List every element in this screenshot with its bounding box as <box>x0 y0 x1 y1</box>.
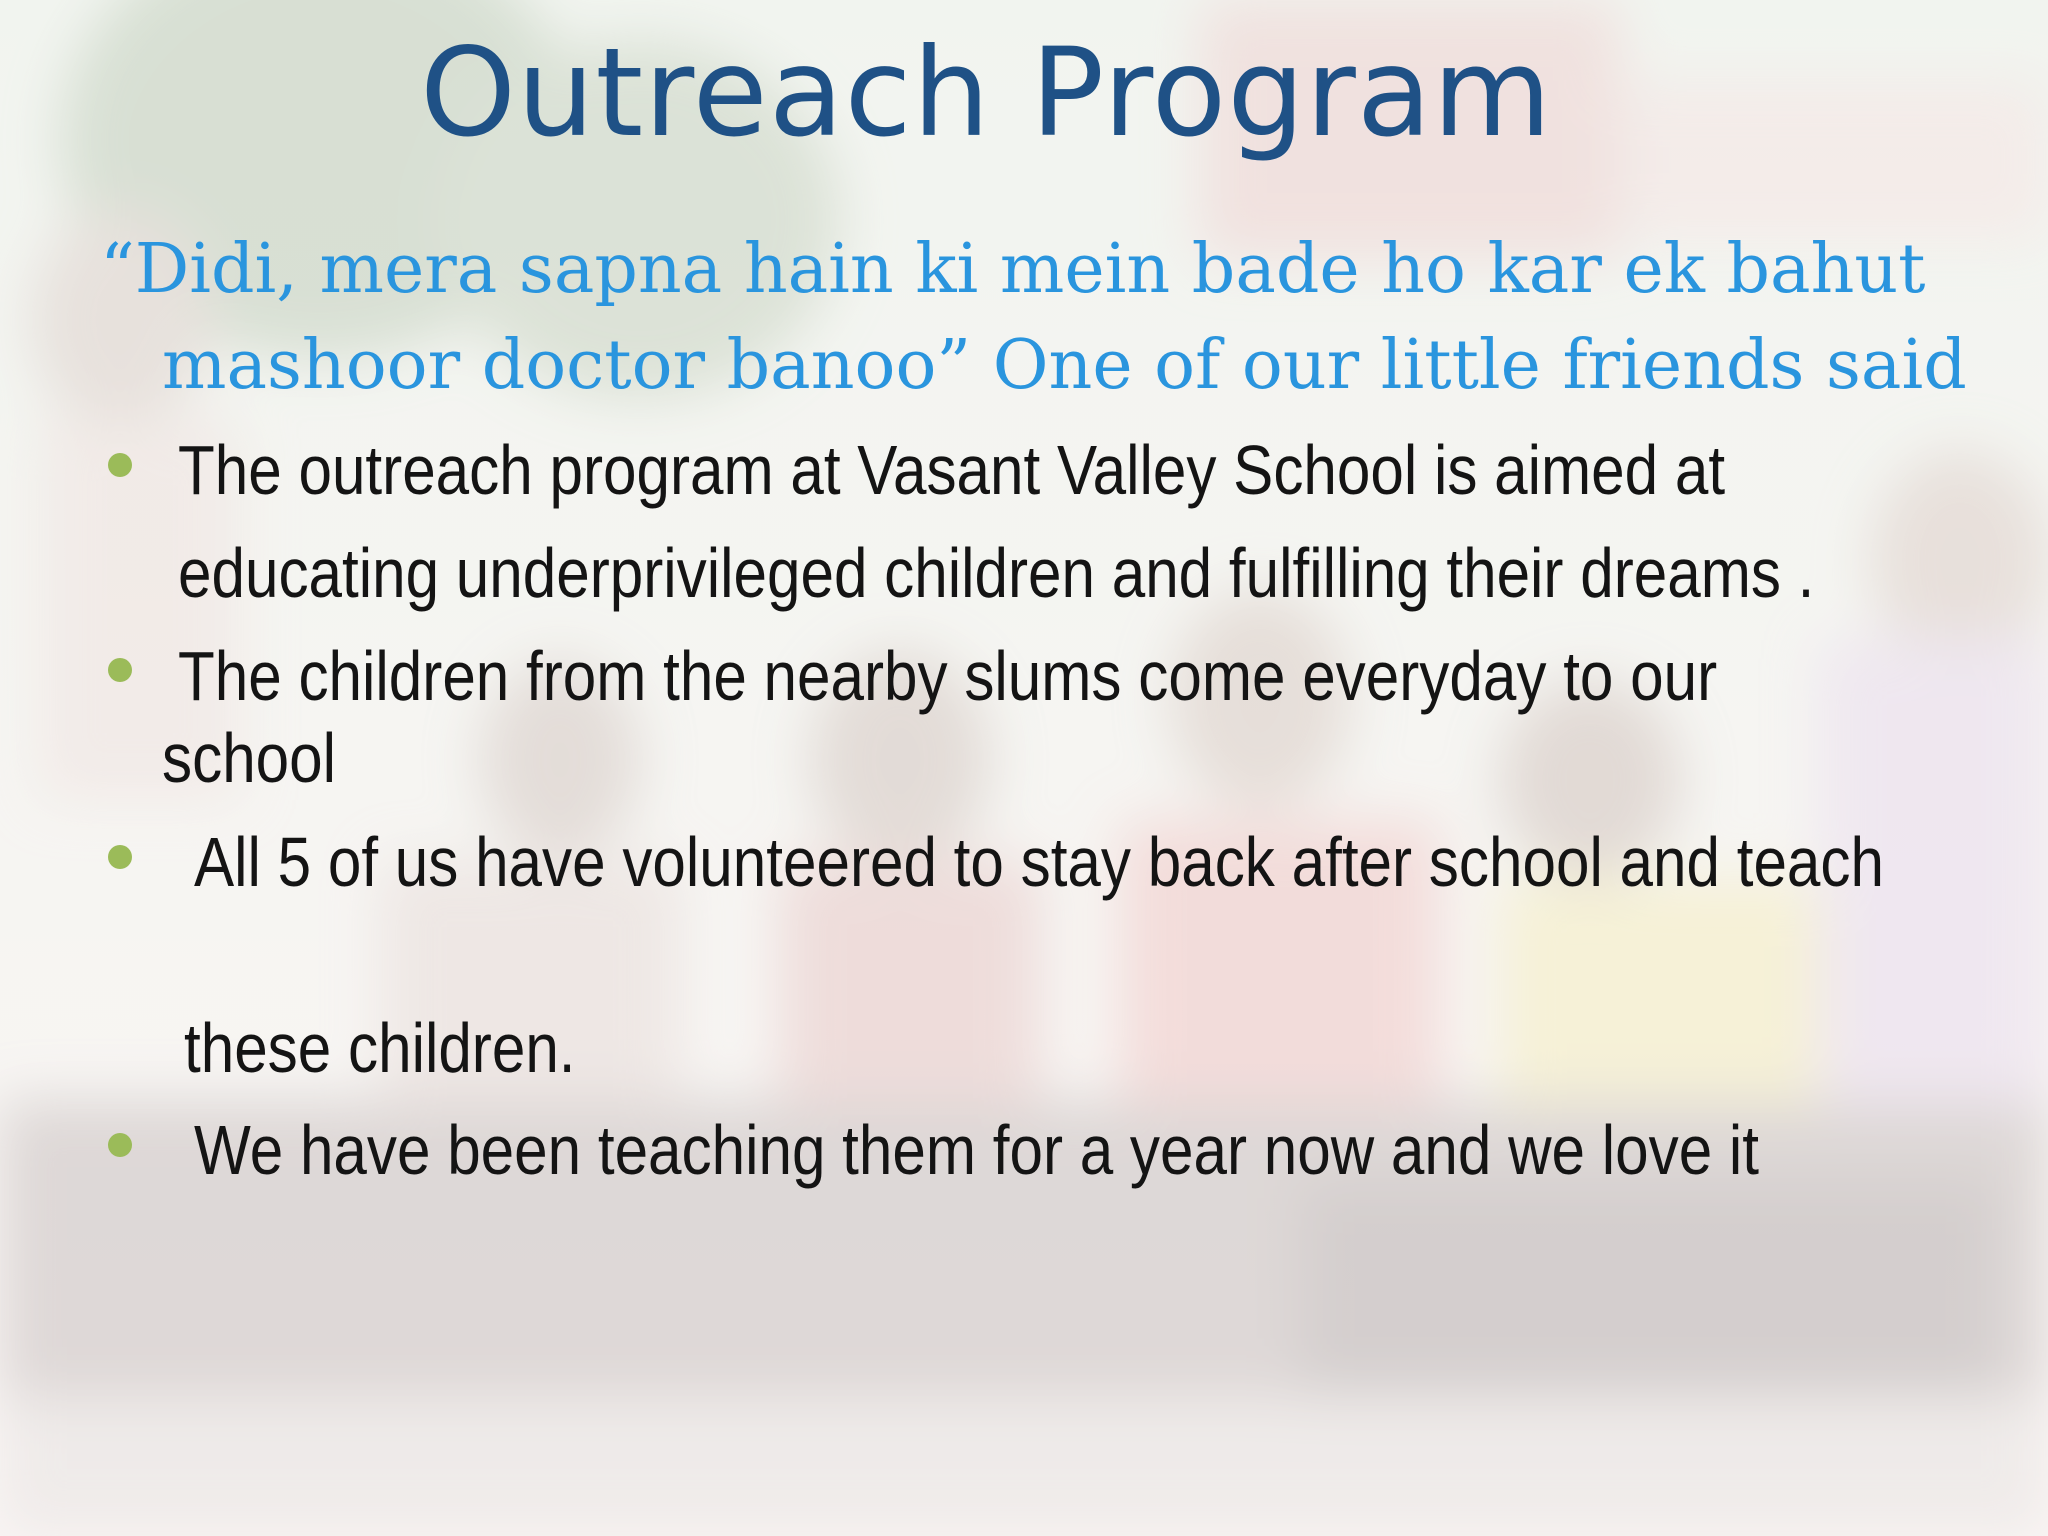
bullet-1-line-2: educating underprivileged children and fulfilling their dreams . <box>178 534 1815 612</box>
bullet-icon <box>108 658 132 682</box>
bullet-icon <box>108 453 132 477</box>
bullet-3-line-2: these children. <box>184 1009 576 1087</box>
bullet-2-line-2: school <box>162 719 337 797</box>
bullet-icon <box>108 1133 132 1157</box>
bullet-icon <box>108 845 132 869</box>
quote-text <box>100 222 1967 414</box>
bullet-2-line-1: The children from the nearby slums come everyday to our <box>178 637 1718 715</box>
slide-title: Outreach Program <box>420 22 1553 164</box>
bullet-1-line-1: The outreach program at Vasant Valley School is aimed at <box>178 431 1726 509</box>
quote-line-1: “Didi, mera sapna hain ki mein bade ho kar ek bahut <box>100 230 1926 309</box>
bullet-3-line-1: All 5 of us have volunteered to stay back after school and teach <box>194 823 1884 901</box>
quote-line-2: mashoor doctor banoo” One of our little friends said <box>162 326 1967 405</box>
bullet-4-line-1: We have been teaching them for a year now and we love it <box>194 1111 1760 1189</box>
